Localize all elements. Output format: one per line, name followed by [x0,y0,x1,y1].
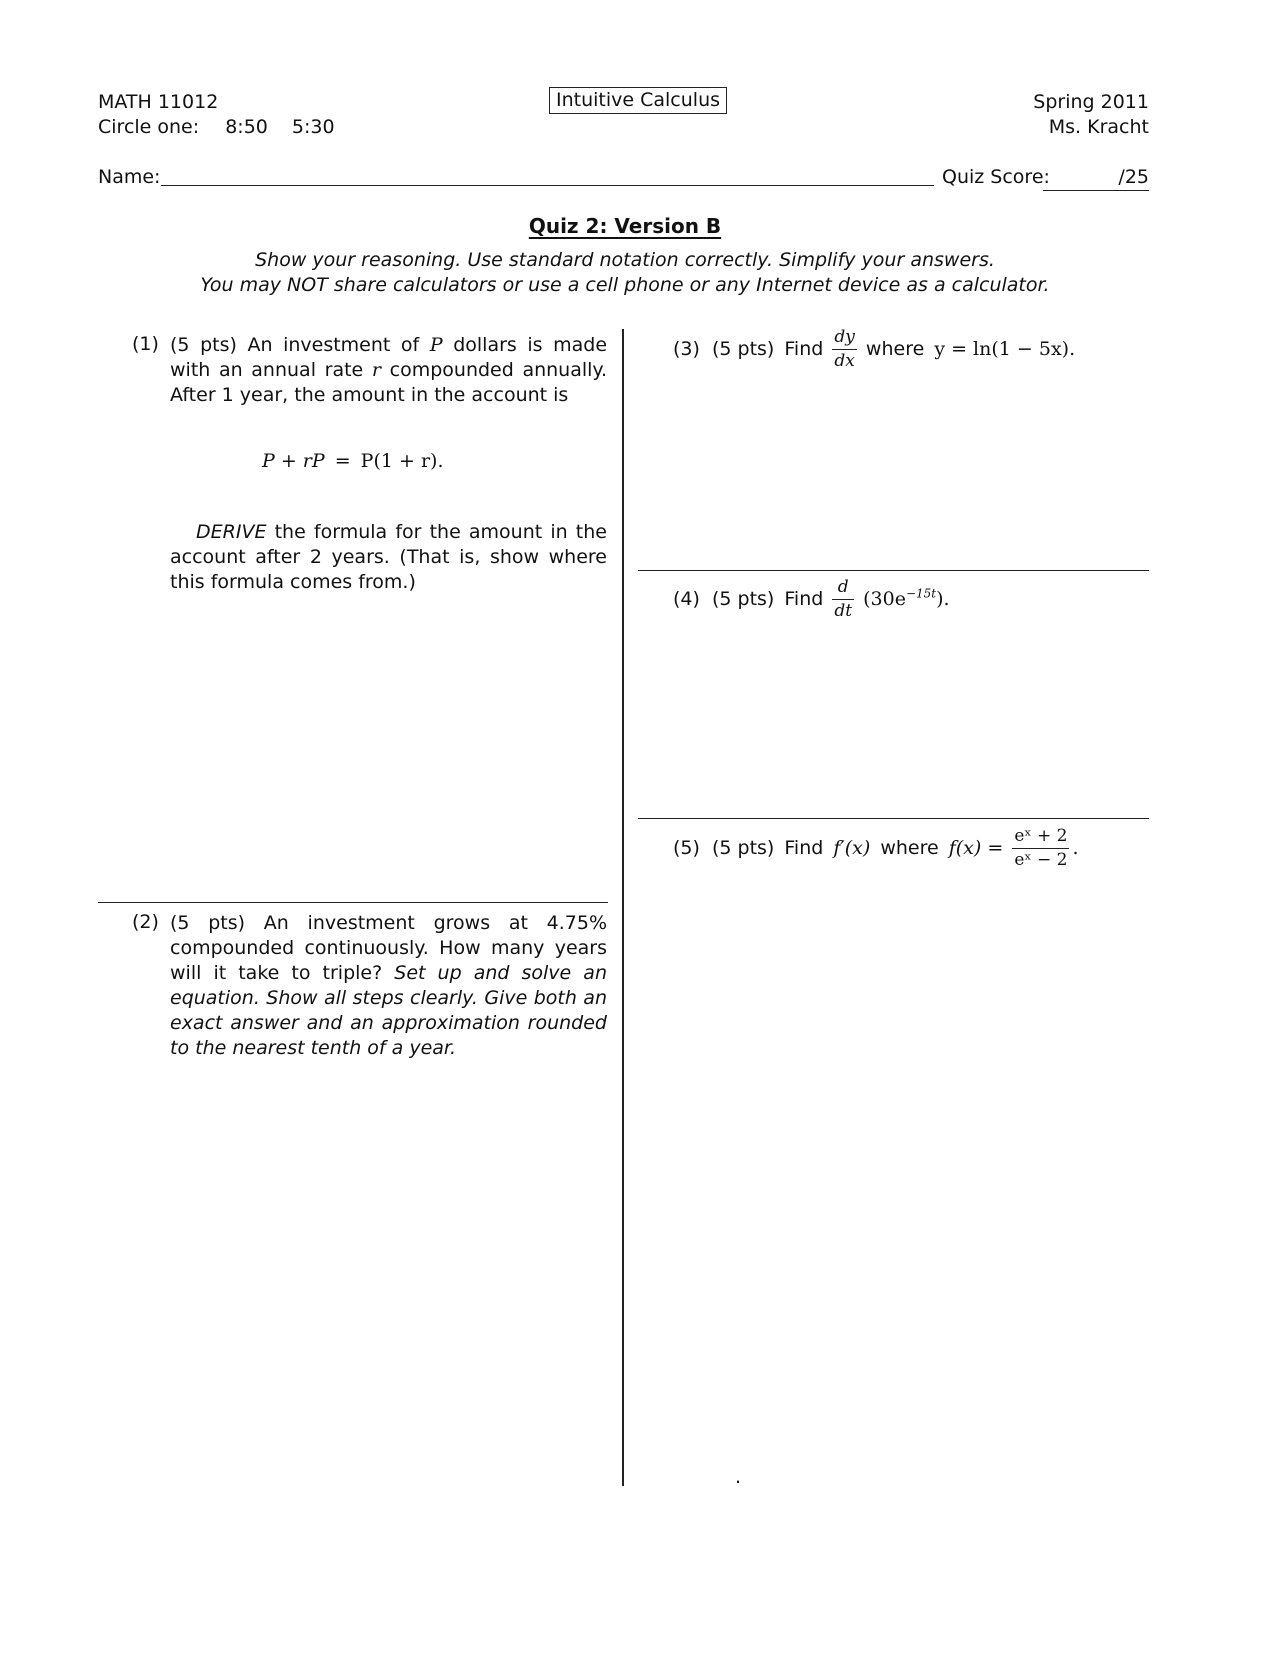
q1-formula [262,450,444,472]
q5-line [673,828,1079,869]
q4-expression [863,588,949,610]
q1-formula-rhs: P(1 + r). [360,450,444,472]
q2-number: (2) [132,911,159,933]
divider-q3-q4 [638,570,1149,571]
q1-text-c: compounded annually. After 1 year, the amount in the account is [170,359,607,406]
instruction-1: Show your reasoning. Use standard notation correctly. Simplify your answers. [255,249,995,271]
q1-derive-text: the formula for the amount in the account after 2 years. (That is, show where this formula comes from.) [170,521,607,593]
q1-text [170,333,607,408]
term: Spring 2011 [1033,91,1149,113]
score-total: /25 [1118,166,1149,188]
q4-number: (4) [673,588,700,610]
q4-frac-num: d [837,577,849,597]
q2-points: (5 pts) [170,912,246,934]
q3-find: Find [784,338,824,360]
course-number: MATH 11012 [98,91,219,113]
q4-find: Find [784,588,824,610]
q2-text [170,911,607,1061]
q5-frac-den: eˣ − 2 [1014,850,1068,870]
q3-line [673,329,1075,370]
q5-number: (5) [673,837,700,859]
q3-points: (5 pts) [711,338,775,360]
q1-text-a: An investment of [247,334,420,356]
q4-frac-den: dt [834,601,853,621]
q4-fraction [832,579,854,620]
q4-line [673,579,950,620]
q3-where: where [865,338,925,360]
q3-number: (3) [673,338,700,360]
instruction-2: You may NOT share calculators or use a cell phone or any Internet device as a calculator. [200,274,1050,296]
q4-expr-exponent: −15t [905,586,937,601]
q3-fraction [832,329,857,370]
q1-text-b: dollars is made with an annual rate [170,334,608,381]
q3-frac-den: dx [834,351,855,371]
score-blank-line[interactable] [1043,190,1149,191]
q1-derive-word: DERIVE [196,521,267,543]
q1-formula-eq: = [334,450,351,472]
q2-main-text: An investment grows at 4.75% compounded continuously. How many years will it take to triple? [170,912,607,984]
q5-fx: f(x) = [948,837,1004,859]
q5-points: (5 pts) [711,837,775,859]
time-option-2: 5:30 [291,116,335,138]
q5-find: Find [784,837,824,859]
footer-dot: . [735,1466,742,1488]
q5-where: where [880,837,939,859]
column-divider [622,329,624,1486]
instructor: Ms. Kracht [1048,116,1149,138]
divider-q4-q5 [638,818,1149,819]
q5-frac-num: eˣ + 2 [1014,826,1068,846]
q1-number: (1) [132,333,159,355]
name-blank-line[interactable] [161,185,934,186]
time-option-1: 8:50 [225,116,268,138]
course-title-box [549,89,727,111]
q5-fraction [1012,828,1069,869]
quiz-title-wrap [0,214,1250,238]
quiz-score-label: Quiz Score: [942,166,1050,188]
name-label: Name: [98,166,161,188]
course-title: Intuitive Calculus [549,87,727,114]
circle-one-label: Circle one: [98,116,200,138]
circle-one-line [98,116,335,138]
q2-italic-text: Set up and solve an equation. Show all steps clearly. Give both an exact answer and an approximation rounded to the nearest tenth of a year. [170,962,607,1059]
q1-var-r: r [371,359,381,381]
quiz-title: Quiz 2: Version B [528,214,722,238]
q5-fprime: f′(x) [833,837,871,859]
q3-expression: y = ln(1 − 5x). [934,338,1076,360]
q4-expr-close: ). [936,588,950,610]
q1-var-p: P [429,334,443,356]
q1-derive [170,520,607,595]
q1-points: (5 pts) [170,334,237,356]
q4-points: (5 pts) [711,588,775,610]
divider-q1-q2 [98,902,608,903]
q5-period: . [1072,837,1079,859]
q4-expr-base: (30e [863,588,906,610]
q1-formula-lhs: P + rP [262,450,325,472]
q3-frac-num: dy [834,327,855,347]
